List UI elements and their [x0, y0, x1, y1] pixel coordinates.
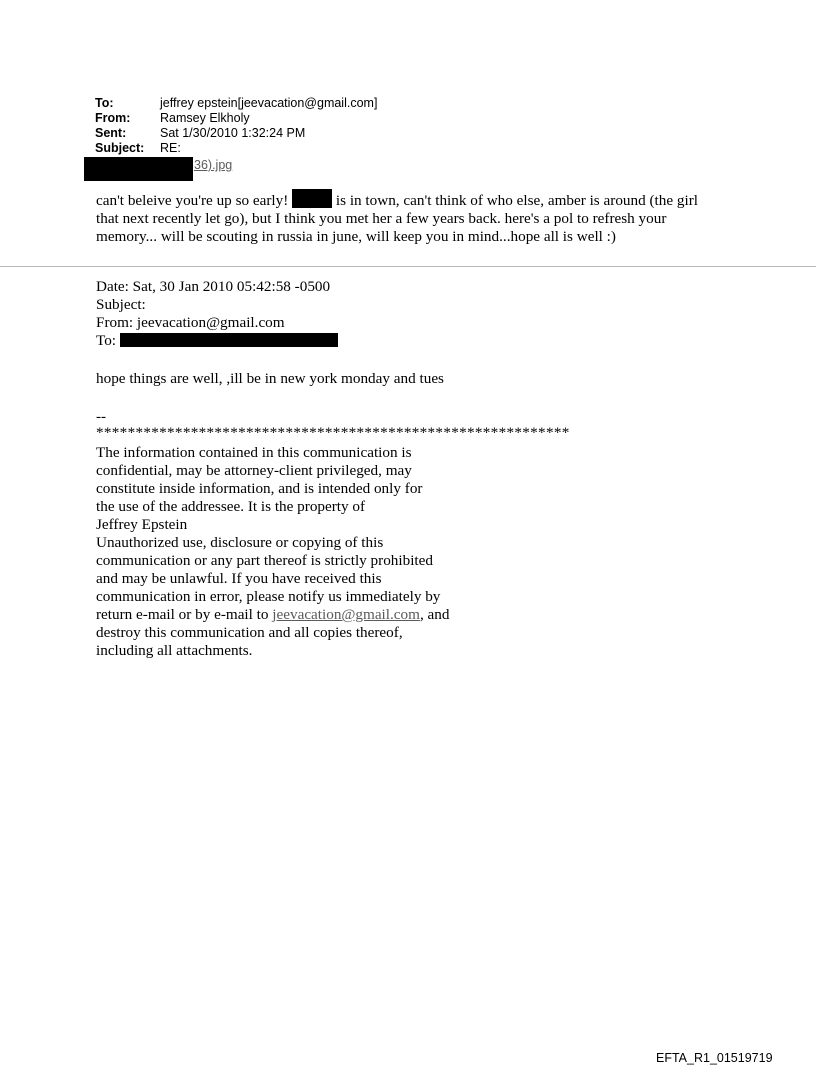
reply-line-1-end: is in town, can't think of who else, amber is around (the girl: [332, 192, 698, 209]
reply-line-1-start: can't beleive you're up so early!: [96, 192, 289, 209]
disclaimer-line: the use of the addressee. It is the property of: [96, 498, 366, 515]
divider: [0, 266, 816, 267]
email-header: [95, 96, 377, 156]
disclaimer-line: communication or any part thereof is strictly prohibited: [96, 552, 433, 569]
quoted-message: hope things are well, ,ill be in new york monday and tues: [96, 370, 444, 387]
from-label: From:: [95, 111, 131, 125]
subject-value: RE:: [160, 141, 181, 155]
sent-value: Sat 1/30/2010 1:32:24 PM: [160, 126, 306, 140]
reply-body: [96, 189, 756, 246]
quoted-header: [96, 278, 338, 350]
email-link[interactable]: jeevacation@gmail.com: [272, 606, 420, 623]
document-id: EFTA_R1_01519719: [656, 1051, 773, 1065]
sent-label: Sent:: [95, 126, 127, 140]
redaction-block: [84, 157, 193, 181]
to-value: jeffrey epstein[jeevacation@gmail.com]: [160, 96, 378, 110]
disclaimer-line: constitute inside information, and is intended only for: [96, 480, 423, 497]
disclaimer-line: Jeffrey Epstein: [96, 516, 188, 533]
reply-line-1: [96, 189, 756, 210]
reply-line-2: that next recently let go), but I think you met her a few years back. here's a pol to refresh your: [96, 210, 667, 227]
disclaimer-line: Unauthorized use, disclosure or copying of this: [96, 534, 384, 551]
quoted-to-label: To:: [96, 332, 117, 349]
disclaimer-line: communication in error, please notify us immediately by: [96, 588, 441, 605]
from-row: [95, 111, 377, 126]
signature-stars: ************************************************************: [96, 424, 570, 441]
disclaimer-line: and may be unlawful. If you have received this: [96, 570, 382, 587]
quoted-to-row: [96, 332, 338, 350]
disclaimer-line: [96, 606, 449, 624]
disclaimer: [96, 444, 449, 660]
disclaimer-prefix: return e-mail or by e-mail to: [96, 606, 273, 623]
subject-label: Subject:: [95, 141, 145, 155]
to-label: To:: [95, 96, 114, 110]
disclaimer-line: confidential, may be attorney-client privileged, may: [96, 462, 412, 479]
subject-row: [95, 141, 377, 156]
disclaimer-line: The information contained in this communication is: [96, 444, 412, 461]
quoted-subject: Subject:: [96, 296, 146, 313]
from-value: Ramsey Elkholy: [160, 111, 250, 125]
attachment-link[interactable]: 36).jpg: [194, 158, 233, 172]
to-row: [95, 96, 377, 111]
quoted-date: Date: Sat, 30 Jan 2010 05:42:58 -0500: [96, 278, 331, 295]
disclaimer-suffix: , and: [419, 606, 450, 623]
redaction-block: [120, 333, 338, 347]
disclaimer-line: destroy this communication and all copies thereof,: [96, 624, 403, 641]
quoted-from: From: jeevacation@gmail.com: [96, 314, 285, 331]
disclaimer-line: including all attachments.: [96, 642, 253, 659]
reply-line-3: memory... will be scouting in russia in june, will keep you in mind...hope all is well :): [96, 228, 616, 245]
sent-row: [95, 126, 377, 141]
signature-dashes: --: [96, 408, 107, 425]
redaction-block: [292, 189, 332, 208]
